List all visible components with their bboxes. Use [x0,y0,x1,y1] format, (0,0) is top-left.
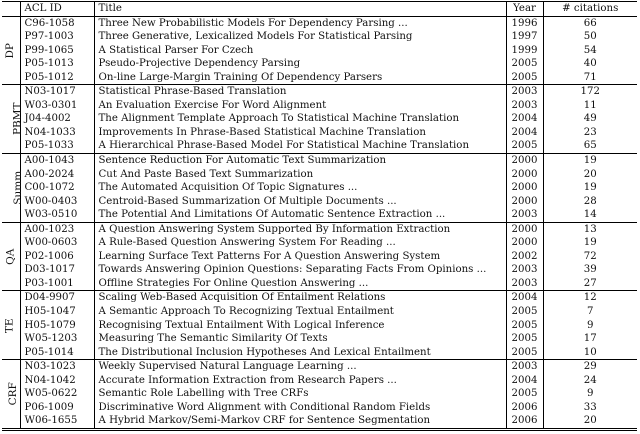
year-cell: 2004 [506,291,543,305]
acl-id-cell: W00-0603 [20,236,94,250]
title-cell: The Automated Acquisition Of Topic Signatures ... [94,181,506,195]
title-cell: Discriminative Word Alignment with Conditional Random Fields [94,401,506,415]
title-cell: Improvements In Phrase-Based Statistical Machine Translation [94,126,506,140]
year-cell: 2006 [506,414,543,429]
year-cell: 2003 [506,277,543,291]
acl-id-cell: D03-1017 [20,263,94,277]
acl-id-cell: P97-1003 [20,30,94,44]
table-row [2,387,637,401]
citations-cell: 72 [583,250,597,262]
year-cell: 2000 [506,168,543,182]
acl-id-cell: W03-0510 [20,208,94,222]
citations-cell: 65 [583,140,597,152]
title-cell: Towards Answering Opinion Questions: Separating Facts From Opinions ... [94,263,506,277]
citations-cell: 12 [583,292,597,304]
category-label: DP [3,42,16,59]
year-cell: 2005 [506,387,543,401]
title-cell: A Question Answering System Supported By Information Extraction [94,222,506,236]
group-dp [2,16,637,85]
acl-id-cell: N04-1042 [20,374,94,388]
citations-cell: 27 [583,277,597,289]
table-row [2,291,637,305]
table-row [2,236,637,250]
citations-cell: 23 [583,126,597,138]
title-cell: A Hierarchical Phrase-Based Model For Statistical Machine Translation [94,139,506,153]
citations-cell: 19 [583,182,597,194]
category-cell [2,291,20,360]
acl-id-cell: H05-1047 [20,305,94,319]
title-cell: A Semantic Approach To Recognizing Textual Entailment [94,305,506,319]
acl-id-cell: J04-4002 [20,112,94,126]
category-label: CRF [6,382,19,406]
category-cell [2,16,20,85]
title-cell: On-line Large-Margin Training Of Dependency Parsers [94,71,506,85]
acl-id-cell: P05-1014 [20,346,94,360]
citations-cell: 20 [583,168,597,180]
citations-cell: 20 [583,415,597,427]
acl-id-cell: N04-1033 [20,126,94,140]
year-cell: 2000 [506,195,543,209]
table-row [2,139,637,153]
citations-cell: 172 [580,86,600,98]
acl-id-cell: P05-1013 [20,57,94,71]
table-row [2,16,637,30]
citations-cell: 10 [583,346,597,358]
table-row [2,360,637,374]
year-cell: 2006 [506,401,543,415]
acl-id-cell: W06-1655 [20,414,94,429]
title-cell: Measuring The Semantic Similarity Of Texts [94,332,506,346]
title-cell: Three New Probabilistic Models For Dependency Parsing ... [94,16,506,30]
citations-cell: 54 [583,44,597,56]
title-cell: Recognising Textual Entailment With Logical Inference [94,319,506,333]
title-cell: Cut And Paste Based Text Summarization [94,168,506,182]
citations-cell: 14 [583,209,597,221]
table-row [2,222,637,236]
year-cell: 2003 [506,99,543,113]
table-row [2,208,637,222]
table-row [2,319,637,333]
table-row [2,112,637,126]
citations-cell: 7 [587,306,594,318]
year-cell: 2005 [506,57,543,71]
acl-id-cell: C00-1072 [20,181,94,195]
title-cell: The Potential And Limitations Of Automatic Sentence Extraction ... [94,208,506,222]
table-row [2,57,637,71]
group-qa [2,222,637,291]
group-summ [2,154,637,223]
group-crf [2,360,637,430]
acl-id-cell: A00-1043 [20,154,94,168]
category-cell [2,360,20,430]
citation-table [2,1,637,431]
category-cell [2,154,25,223]
header-acl-id: ACL ID [20,2,94,17]
title-cell: Semantic Role Labelling with Tree CRFs [94,387,506,401]
title-cell: Scaling Web-Based Acquisition Of Entailment Relations [94,291,506,305]
category-label: PBMT [11,102,24,136]
acl-id-cell: A00-1023 [20,222,94,236]
acl-id-cell: W05-0622 [20,387,94,401]
acl-id-cell: W05-1203 [20,332,94,346]
year-cell: 2004 [506,374,543,388]
header-category [2,2,20,17]
table-row [2,195,637,209]
title-cell: Pseudo-Projective Dependency Parsing [94,57,506,71]
title-cell: Learning Surface Text Patterns For A Question Answering System [94,250,506,264]
title-cell: Centroid-Based Summarization Of Multiple Documents ... [94,195,506,209]
year-cell: 2003 [506,85,543,99]
year-cell: 2003 [506,263,543,277]
year-cell: 2005 [506,332,543,346]
year-cell: 2005 [506,71,543,85]
header-year: Year [506,2,543,17]
year-cell: 2005 [506,346,543,360]
table-row [2,71,637,85]
year-cell: 2000 [506,222,543,236]
table-row [2,168,637,182]
title-cell: Sentence Reduction For Automatic Text Summarization [94,154,506,168]
citations-cell: 29 [583,361,597,373]
category-cell [2,222,20,291]
citations-cell: 19 [583,237,597,249]
citations-cell: 17 [583,333,597,345]
acl-id-cell: C96-1058 [20,16,94,30]
acl-id-cell: N03-1023 [20,360,94,374]
title-cell: The Distributional Inclusion Hypotheses And Lexical Entailment [94,346,506,360]
title-cell: Weekly Supervised Natural Language Learning ... [94,360,506,374]
citations-cell: 66 [583,17,597,29]
year-cell: 1999 [506,44,543,58]
acl-id-cell: A00-2024 [20,168,94,182]
title-cell: An Evaluation Exercise For Word Alignment [94,99,506,113]
year-cell: 2004 [506,126,543,140]
table-row [2,154,637,168]
table-row [2,30,637,44]
citations-cell: 39 [583,264,597,276]
table-row [2,85,637,99]
table-row [2,332,637,346]
title-cell: A Hybrid Markov/Semi-Markov CRF for Sentence Segmentation [94,414,506,429]
category-label: Summ [12,170,25,205]
table-row [2,374,637,388]
title-cell: Offline Strategies For Online Question Answering ... [94,277,506,291]
citations-cell: 49 [583,113,597,125]
acl-id-cell: W03-0301 [20,99,94,113]
table-row [2,401,637,415]
group-te [2,291,637,360]
table-row [2,346,637,360]
year-cell: 2000 [506,181,543,195]
citations-cell: 9 [587,319,594,331]
acl-id-cell: D04-9907 [20,291,94,305]
citations-cell: 24 [583,374,597,386]
acl-id-cell: P06-1009 [20,401,94,415]
category-label: TE [3,318,16,333]
acl-id-cell: P03-1001 [20,277,94,291]
citations-cell: 9 [587,388,594,400]
year-cell: 2002 [506,250,543,264]
citations-cell: 11 [583,99,597,111]
citations-cell: 33 [583,401,597,413]
year-cell: 2003 [506,208,543,222]
table-row [2,44,637,58]
citations-cell: 19 [583,155,597,167]
year-cell: 2005 [506,305,543,319]
citations-cell: 71 [583,71,597,83]
acl-id-cell: P99-1065 [20,44,94,58]
title-cell: Statistical Phrase-Based Translation [94,85,506,99]
year-cell: 1996 [506,16,543,30]
title-cell: A Statistical Parser For Czech [94,44,506,58]
year-cell: 2005 [506,139,543,153]
table-row [2,126,637,140]
acl-id-cell: P02-1006 [20,250,94,264]
acl-id-cell: W00-0403 [20,195,94,209]
table-row [2,277,637,291]
table-row [2,181,637,195]
year-cell: 2005 [506,319,543,333]
category-cell [2,85,24,154]
title-cell: The Alignment Template Approach To Statistical Machine Translation [94,112,506,126]
table-row [2,305,637,319]
header-title: Title [94,2,506,17]
table-header [2,2,637,17]
title-cell: A Rule-Based Question Answering System For Reading ... [94,236,506,250]
table-row [2,414,637,429]
acl-id-cell: P05-1033 [20,139,94,153]
category-label: QA [3,248,16,265]
citations-cell: 28 [583,195,597,207]
citations-cell: 50 [583,31,597,43]
table-row [2,263,637,277]
header-citations: # citations [543,2,637,17]
year-cell: 2003 [506,360,543,374]
title-cell: Three Generative, Lexicalized Models For Statistical Parsing [94,30,506,44]
citations-cell: 40 [583,58,597,70]
group-pbmt [2,85,637,154]
year-cell: 2000 [506,154,543,168]
title-cell: Accurate Information Extraction from Research Papers ... [94,374,506,388]
acl-id-cell: H05-1079 [20,319,94,333]
year-cell: 2004 [506,112,543,126]
acl-id-cell: P05-1012 [20,71,94,85]
table-row [2,99,637,113]
table-row [2,250,637,264]
citations-cell: 13 [583,223,597,235]
year-cell: 2000 [506,236,543,250]
year-cell: 1997 [506,30,543,44]
acl-id-cell: N03-1017 [20,85,94,99]
